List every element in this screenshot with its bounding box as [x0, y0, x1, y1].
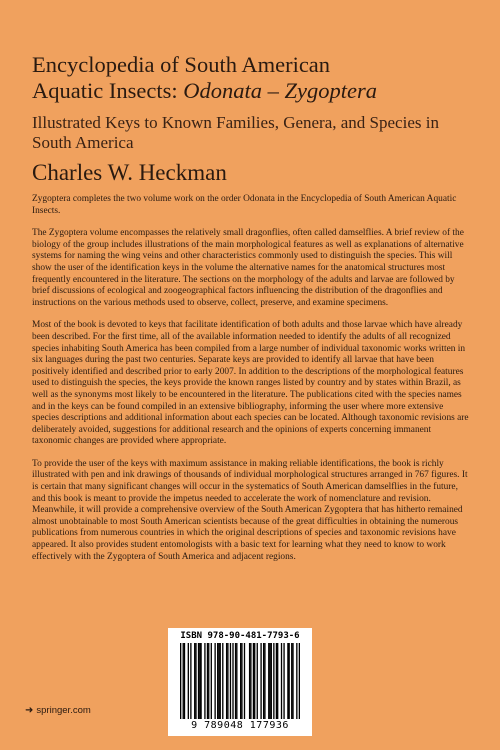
arrow-icon: ➜ — [25, 705, 34, 716]
title-line-2: Aquatic Insects: — [32, 78, 184, 103]
barcode-icon — [180, 643, 300, 719]
publisher-link[interactable] — [25, 705, 91, 716]
title-line-1: Encyclopedia of South American — [32, 52, 331, 77]
book-title — [32, 52, 472, 104]
barcode-panel — [168, 628, 312, 736]
blurb-paragraph: The Zygoptera volume encompasses the relatively small dragonflies, often called damselflies. A brief review of the biology of the group includes illustrations of the main morphological features as well as explanations of alternative systems for naming the wing veins and other characteristics commonly used to distinguish the species. This will show the user of the identification keys in the volume the alternative names for the anatomical structures most frequently encountered in the literature. The sections on the morphology of the adults and larvae are followed by brief discussions of ecological and zoogeographical factors influencing the distribution of the dragonflies and instructions on the various methods used to observe, collect, preserve, and examine specimens. — [32, 228, 464, 308]
barcode-digits: 9 789048 177936 — [191, 720, 289, 731]
blurb-text — [32, 194, 472, 574]
blurb-paragraph: Most of the book is devoted to keys that facilitate identification of both adults and those larvae which have already been described. For the first time, all of the available information needed to identify the adults of all recognized species inhabiting South America has been compiled from a large number of individual taxonomic works written in six languages during the past two centuries. Separate keys are provided to identify all larvae that have been positively identified and described prior to early 2007. In addition to the descriptions of the morphological features used to distinguish the species, the keys provide the known ranges listed by country and by states within Brazil, as well as the synonyms most likely to be encountered in the literature. The publications cited with the species names and in the keys can be found compiled in an extensive bibliography, informing the user where more extensive species descriptions and additional information about each species can be located. Although taxonomic revisions are deliberately avoided, suggestions for additional research and the opinions of experts concerning immanent taxonomic changes are provided where appropriate. — [32, 320, 469, 447]
publisher-name: springer.com — [36, 705, 91, 716]
blurb-paragraph: Zygoptera completes the two volume work on the order Odonata in the Encyclopedia of South American Aquatic Insects. — [32, 194, 457, 216]
isbn-label: ISBN 978-90-481-7793-6 — [180, 631, 300, 641]
book-subtitle: Illustrated Keys to Known Families, Genera, and Species in South America — [32, 113, 439, 152]
blurb-paragraph: To provide the user of the keys with maximum assistance in making reliable identifications, the book is richly illustrated with pen and ink drawings of thousands of individual morphological structures arranged in 767 figures. It is certain that many significant changes will occur in the systematics of South American damselflies in the future, and this book is meant to provide the impetus needed to accelerate the work of nomenclature and revision. Meanwhile, it will provide a comprehensive overview of the South American Zygoptera that has hitherto remained almost unobtainable to most South American scientists because of the great difficulties in obtaining the numerous publications from numerous countries in which the original descriptions of species and taxonomic revisions have appeared. It also provides student entomologists with a basic text for learning what they need to know to work effectively with the Zygoptera of South America and adjacent regions. — [32, 458, 468, 562]
title-line-2-italic: Odonata – Zygoptera — [183, 78, 377, 103]
author-name: Charles W. Heckman — [32, 160, 227, 185]
